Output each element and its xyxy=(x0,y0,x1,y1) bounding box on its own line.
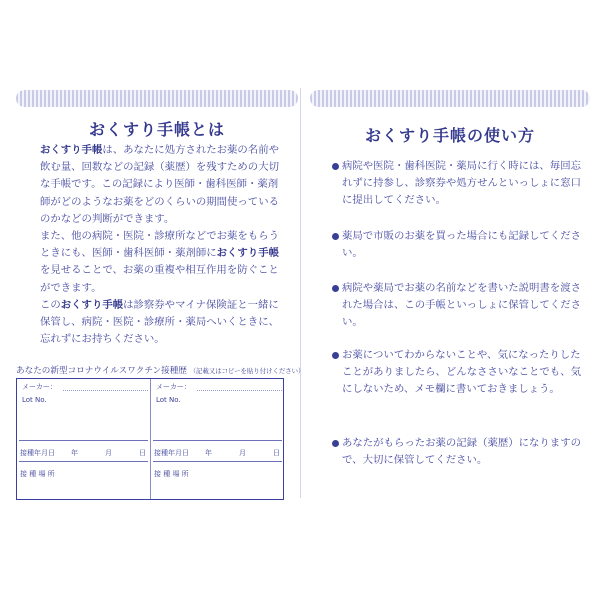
date-month: 月 xyxy=(239,449,246,457)
maker-label: メーカー： xyxy=(22,383,57,391)
body-paragraph xyxy=(40,228,280,297)
row-divider xyxy=(153,440,282,441)
usage-item xyxy=(332,228,582,262)
row-divider xyxy=(19,461,148,462)
vaccine-column-2 xyxy=(151,379,284,499)
place-label: 接 種 場 所 xyxy=(20,470,55,478)
usage-item xyxy=(332,435,582,469)
date-year: 年 xyxy=(71,449,78,457)
bullet-icon xyxy=(332,285,339,292)
lot-label: Lot No. xyxy=(22,396,47,404)
right-page xyxy=(310,82,590,506)
vaccine-column-1 xyxy=(17,379,151,499)
bullet-icon xyxy=(332,233,339,240)
usage-item-text: お薬についてわからないことや、気になったりしたことがありましたら、どんなささいなことでも、気にしないため、メモ欄に書いておきましょう。 xyxy=(342,349,581,396)
vaccine-heading-note: （記載又はコピーを貼り付けください） xyxy=(189,367,305,375)
date-year: 年 xyxy=(205,449,212,457)
body-text-run: は診察券やマイナ保険証と一緒に保管し、病院・医院・診療所・薬局へいくときに、忘れずにお持ちください。 xyxy=(40,298,279,346)
usage-item xyxy=(332,347,582,399)
row-divider xyxy=(153,461,282,462)
body-paragraph xyxy=(40,142,280,228)
maker-underline xyxy=(63,390,148,391)
usage-item-text: 病院や薬局でお薬の名前などを書いた説明書を渡された場合は、この手帳といっしょに保管してください。 xyxy=(342,282,581,329)
vaccine-record xyxy=(16,365,305,478)
bullet-icon xyxy=(332,352,339,359)
usage-item-text: あなたがもらったお薬の記録（薬歴）になりますので、大切に保管してください。 xyxy=(342,437,581,467)
maker-label: メーカー： xyxy=(156,383,191,391)
header-band xyxy=(310,90,590,107)
usage-item-text: 病院や医院・歯科医院・薬局に行く時には、毎回忘れずに持参し、診察券や処方せんといっしょに窓口に提出してください。 xyxy=(342,160,581,207)
date-label: 接種年月日 xyxy=(20,449,55,457)
bullet-icon xyxy=(332,440,339,447)
usage-item xyxy=(332,158,582,210)
place-label: 接 種 場 所 xyxy=(154,470,189,478)
vaccine-record-heading xyxy=(16,365,305,378)
lot-label: Lot No. xyxy=(156,396,181,404)
emphasis-text: おくすり手帳 xyxy=(60,298,124,311)
date-day: 日 xyxy=(139,449,146,457)
right-page-title: おくすり手帳の使い方 xyxy=(364,126,535,145)
body-text-run: また、他の病院・医院・診療所などでお薬をもらうときにも、医師・歯科医師・薬剤師に xyxy=(40,230,279,260)
date-label: 接種年月日 xyxy=(154,449,189,457)
body-text-run: を見せることで、お薬の重複や相互作用を防ぐことができます。 xyxy=(40,264,279,294)
emphasis-text: おくすり手帳 xyxy=(40,144,103,156)
date-month: 月 xyxy=(105,449,112,457)
usage-item-text: 薬局で市販のお薬を買った場合にも記録してください。 xyxy=(342,230,581,260)
body-paragraph xyxy=(40,297,280,349)
date-fields xyxy=(205,448,280,458)
booklet-spread xyxy=(6,82,594,506)
date-fields xyxy=(71,448,146,458)
date-day: 日 xyxy=(273,449,280,457)
body-text-run: この xyxy=(40,298,61,311)
header-band xyxy=(16,90,298,107)
usage-item xyxy=(332,280,582,332)
bullet-icon xyxy=(332,163,339,170)
vaccine-record-table xyxy=(16,378,284,500)
emphasis-text: おくすり手帳 xyxy=(216,247,279,260)
left-page-body xyxy=(40,142,280,348)
left-page xyxy=(16,82,305,506)
maker-underline xyxy=(197,390,282,391)
row-divider xyxy=(19,440,148,441)
vaccine-heading-text: あなたの新型コロナウイルスワクチン接種歴 xyxy=(16,366,187,376)
body-text-run: は、あなたに処方されたお薬の名前や飲む量、回数などの記録（薬歴）を残すための大切な手帳です。この記録により医師・歯科医師・薬剤師がどのようなお薬をどのくらいの期間使っているのかなどの判断ができます。 xyxy=(40,144,279,225)
left-page-title: おくすり手帳とは xyxy=(88,120,225,139)
page-gutter xyxy=(300,88,301,498)
